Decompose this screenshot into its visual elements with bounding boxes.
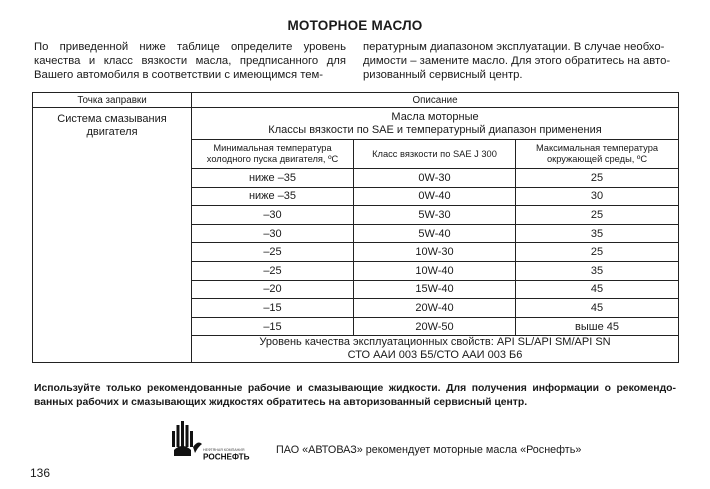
cell-sae-class: 0W-30 bbox=[354, 169, 516, 188]
description-title-line: Масла моторные bbox=[391, 111, 479, 123]
quality-line-api: Уровень качества эксплуатационных свойств: API SL/API SM/API SN bbox=[259, 336, 611, 349]
cell-sae-class: 5W-30 bbox=[354, 206, 516, 225]
motor-oil-table bbox=[32, 92, 679, 363]
header-description: Описание bbox=[192, 93, 679, 108]
cell-min-temp: ниже –35 bbox=[192, 169, 354, 188]
logo-caption: ПАО «АВТОВАЗ» рекомендует моторные масла «Роснефть» bbox=[276, 444, 582, 456]
cell-max-temp: 25 bbox=[516, 206, 679, 225]
cell-sae-class: 15W-40 bbox=[354, 280, 516, 299]
cell-min-temp: –25 bbox=[192, 261, 354, 280]
cell-max-temp: 45 bbox=[516, 280, 679, 299]
cell-max-temp: 35 bbox=[516, 224, 679, 243]
cell-max-temp: выше 45 bbox=[516, 317, 679, 336]
column-header-min-temp: Минимальная температура холодного пуска двигателя, ºС bbox=[192, 140, 354, 169]
description-title bbox=[192, 108, 679, 140]
cell-min-temp: –25 bbox=[192, 243, 354, 262]
header-fill-point: Точка заправки bbox=[33, 93, 192, 108]
table-header-row bbox=[33, 93, 679, 108]
cell-sae-class: 10W-40 bbox=[354, 261, 516, 280]
page-title: МОТОРНОЕ МАСЛО bbox=[287, 18, 423, 33]
cell-sae-class: 20W-50 bbox=[354, 317, 516, 336]
column-header-sae-class: Класс вязкости по SAE J 300 bbox=[354, 140, 516, 169]
intro-text-left: По приведенной ниже таблице определите уровень качества и класс вязкости масла, предписанного для Вашего автомобиля в соответствии с имеющимся тем- bbox=[34, 41, 346, 81]
cell-min-temp: –15 bbox=[192, 299, 354, 318]
cell-max-temp: 45 bbox=[516, 299, 679, 318]
cell-max-temp: 35 bbox=[516, 261, 679, 280]
quality-level-cell bbox=[192, 336, 679, 363]
cell-max-temp: 25 bbox=[516, 169, 679, 188]
description-subtitle-line: Классы вязкости по SAE и температурный диапазон применения bbox=[268, 124, 602, 136]
cell-sae-class: 10W-30 bbox=[354, 243, 516, 262]
quality-line-sto: СТО ААИ 003 Б5/СТО ААИ 003 Б6 bbox=[347, 349, 523, 362]
cell-max-temp: 30 bbox=[516, 187, 679, 206]
intro-text-right: пературным диапазоном эксплуатации. В случае необхо-димости – замените масло. Для этого обратитесь на авто-ризованный сервисный центр. bbox=[363, 41, 671, 81]
cell-sae-class: 20W-40 bbox=[354, 299, 516, 318]
cell-min-temp: –30 bbox=[192, 224, 354, 243]
logo-small-text: НЕФТЯНАЯ КОМПАНИЯ bbox=[203, 448, 245, 452]
cell-min-temp: –30 bbox=[192, 206, 354, 225]
cell-min-temp: –20 bbox=[192, 280, 354, 299]
rosneft-emblem-icon bbox=[172, 421, 202, 456]
cell-min-temp: –15 bbox=[192, 317, 354, 336]
cell-max-temp: 25 bbox=[516, 243, 679, 262]
system-cell: Система смазывания двигателя bbox=[33, 108, 192, 363]
logo-name-text: РОСНЕФТЬ bbox=[203, 452, 250, 462]
rosneft-logo bbox=[172, 420, 268, 462]
recommendation-note: Используйте только рекомендованные рабочие и смазывающие жидкости. Для получения информации о рекомендо-ванных рабочих и смазывающих жидкостях обратитесь на авторизованный сервисный центр. bbox=[34, 383, 676, 408]
cell-sae-class: 0W-40 bbox=[354, 187, 516, 206]
column-header-max-temp: Максимальная температура окружающей среды, ºС bbox=[516, 140, 679, 169]
cell-min-temp: ниже –35 bbox=[192, 187, 354, 206]
page-number: 136 bbox=[30, 466, 51, 480]
cell-sae-class: 5W-40 bbox=[354, 224, 516, 243]
